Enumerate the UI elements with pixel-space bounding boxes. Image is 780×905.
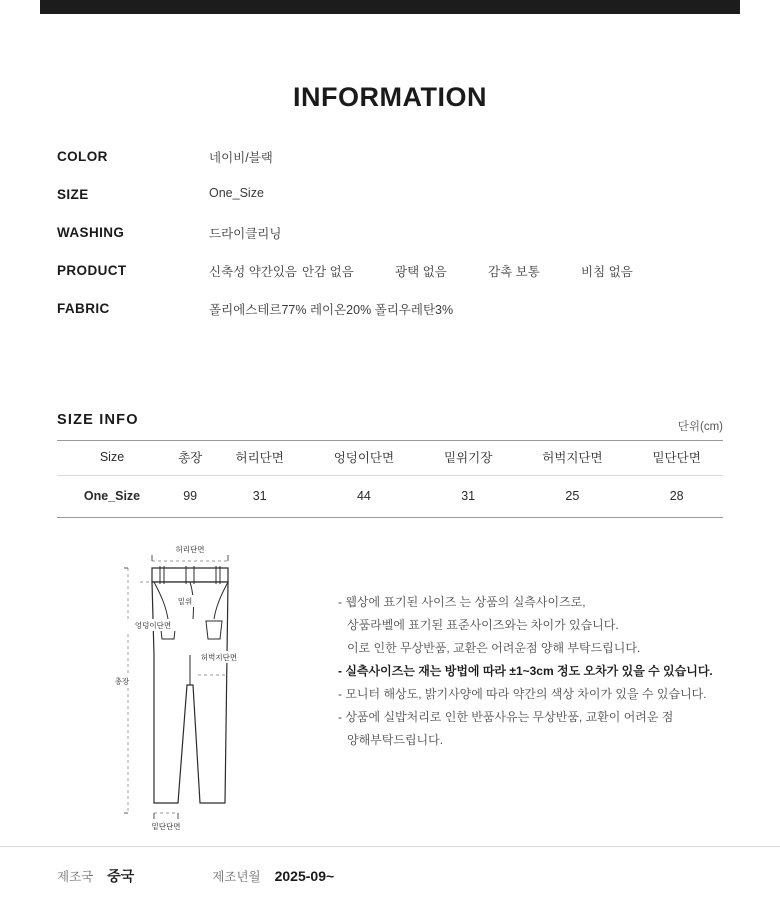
spec-values-product: [209, 262, 723, 280]
note-item: - 상품에 실밥처리로 인한 반품사유는 무상반품, 교환이 어려운 점: [338, 710, 674, 724]
pants-measurement-diagram: [110, 535, 310, 835]
table-row: [57, 476, 723, 518]
page-title: INFORMATION: [293, 82, 487, 112]
spec-value-transparency: 비침 없음: [581, 265, 633, 279]
col-header-rise: 밑위기장: [422, 441, 515, 476]
size-unit-label: 단위(cm): [677, 421, 723, 433]
note-item: 양해부탁드립니다.: [347, 733, 444, 747]
size-info-heading: SIZE INFO: [57, 412, 139, 428]
diagram-label-rise: 밑위: [177, 597, 193, 606]
spec-label-size: SIZE: [57, 187, 89, 202]
spec-label-fabric: FABRIC: [57, 301, 110, 316]
spec-row-size: [57, 186, 723, 224]
col-header-hem: 밑단단면: [630, 441, 723, 476]
cell-total-length: 99: [167, 476, 213, 518]
spec-row-fabric: [57, 300, 723, 338]
spec-value-size: One_Size: [209, 186, 264, 200]
spec-value-stretch: 신축성 약간있음: [209, 265, 297, 279]
spec-value-washing: 드라이클리닝: [209, 227, 282, 241]
col-header-hip: 엉덩이단면: [306, 441, 422, 476]
table-header-row: [57, 441, 723, 476]
origin-label: 제조국: [57, 870, 94, 884]
cell-hem: 28: [630, 476, 723, 518]
col-header-waist: 허리단면: [213, 441, 306, 476]
note-bold-text: - 실측사이즈는 재는 방법에 따라 ±1~3cm 정도 오차가 있을 수 있습니다.: [338, 664, 713, 678]
cell-hip: 44: [306, 476, 422, 518]
col-header-thigh: 허벅지단면: [514, 441, 630, 476]
cell-waist: 31: [213, 476, 306, 518]
spec-values-size: [209, 186, 723, 200]
col-header-total-length: 총장: [167, 441, 213, 476]
spec-label-color: COLOR: [57, 149, 108, 164]
spec-values-washing: [209, 224, 723, 242]
spec-row-product: [57, 262, 723, 300]
spec-values-fabric: [209, 300, 723, 318]
spec-value-lining: 안감 없음: [302, 265, 354, 279]
spec-row-color: [57, 148, 723, 186]
note-item: 이로 인한 무상반품, 교환은 어려운점 양해 부탁드립니다.: [347, 641, 641, 655]
note-item: - 모니터 해상도, 밝기사양에 따라 약간의 색상 차이가 있을 수 있습니다.: [338, 687, 707, 701]
note-item: - 웹상에 표기된 사이즈 는 상품의 실측사이즈로,: [338, 595, 586, 609]
spec-value-gloss: 광택 없음: [395, 265, 447, 279]
notes-list: [338, 592, 738, 753]
size-info-table: [57, 440, 723, 518]
footer-manufacture-info: [57, 866, 723, 886]
diagram-label-thigh: 허벅지단면: [200, 653, 238, 662]
col-header-size: Size: [57, 441, 167, 476]
footer-divider: [0, 846, 780, 847]
note-item: 상품라벨에 표기된 표준사이즈와는 차이가 있습니다.: [347, 618, 619, 632]
diagram-label-hem: 밑단단면: [151, 822, 181, 831]
manufacture-date-group: [212, 867, 334, 885]
spec-value-fabric: 폴리에스테르77% 레이온20% 폴리우레탄3%: [209, 303, 454, 317]
origin-value: 중국: [107, 868, 135, 884]
date-label: 제조년월: [212, 870, 261, 884]
spec-label-washing: WASHING: [57, 225, 125, 240]
diagram-label-length: 총장: [114, 677, 130, 686]
diagram-label-hip: 엉덩이단면: [134, 621, 172, 630]
cell-rise: 31: [422, 476, 515, 518]
cell-thigh: 25: [514, 476, 630, 518]
spec-row-washing: [57, 224, 723, 262]
spec-value-touch: 감촉 보통: [488, 265, 540, 279]
top-banner-strip: [40, 0, 740, 14]
spec-values-color: [209, 148, 723, 166]
cell-size: One_Size: [57, 476, 167, 518]
date-value: 2025-09~: [274, 868, 335, 884]
spec-value-color: 네이비/블랙: [209, 151, 273, 165]
note-item-highlight: [338, 661, 738, 682]
specification-table: [57, 148, 723, 338]
diagram-label-waist: 허리단면: [175, 545, 205, 554]
spec-label-product: PRODUCT: [57, 263, 127, 278]
